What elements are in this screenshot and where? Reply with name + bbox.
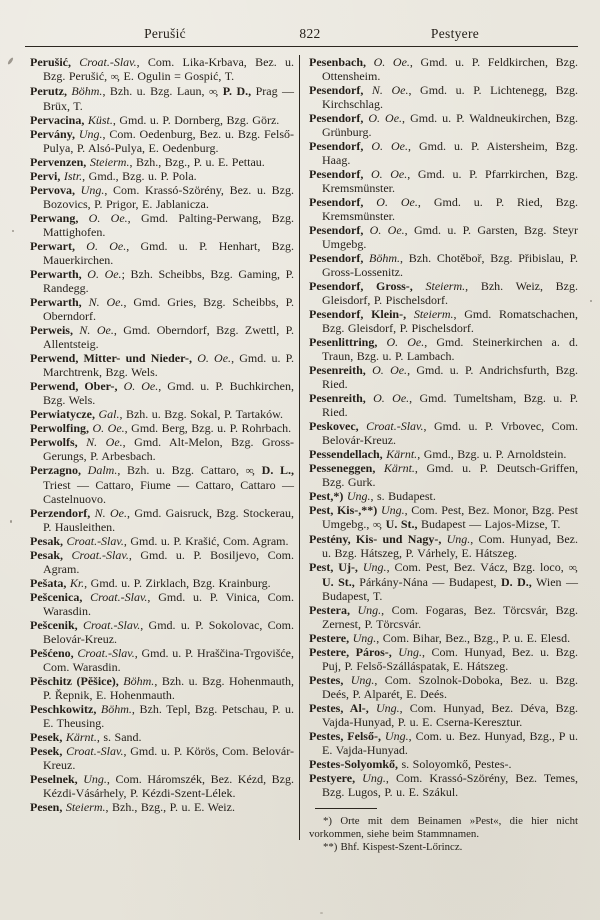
entry-region: Croat.-Slav. <box>62 744 124 758</box>
gazetteer-entry <box>309 729 578 757</box>
entry-details: , Bzh. u. Bzg. Sokal, P. Tartaków. <box>119 407 283 421</box>
gazetteer-entry <box>309 391 578 419</box>
entry-region: O. Oe. <box>89 421 125 435</box>
entry-name: Pestes, Al-, <box>309 701 369 715</box>
entry-details: , Gmd. Alt-Melon, Bzg. Gross-Gerungs, P. Arbesbach. <box>43 435 295 463</box>
entry-name: Perwolfs, <box>30 435 78 449</box>
gazetteer-entry <box>309 363 578 391</box>
entry-details: , <box>215 84 223 98</box>
gazetteer-entry <box>309 631 578 645</box>
gazetteer-entry <box>309 251 578 279</box>
entry-details: , Bzh., Bzg., P. u. E. Pettau. <box>129 155 265 169</box>
entry-details: , Bzh. Tepl, Bzg. Petschau, P. u. E. Theusing. <box>43 702 294 730</box>
entry-details: , Gmd. u. P. Lichtenegg, Bzg. Kirchschlag. <box>322 83 579 111</box>
entry-details: , Bzh., Bzg., P. u. E. Weiz. <box>105 800 235 814</box>
gazetteer-entry <box>309 223 578 251</box>
entry-name: Pesak, <box>30 548 63 562</box>
entry-details: , Com. Krassó-Szörény, Bez. Temes, Bzg. Lugos, P. u. E. Szákul. <box>322 771 579 799</box>
entry-details: , Gmd. u. P. Buchkirchen, Bzg. Wels. <box>43 379 294 407</box>
railway-station-icon: ∞ <box>245 465 252 477</box>
entry-details: , Gmd. Tumeltsham, Bzg. u. P. Ried. <box>322 391 578 419</box>
gazetteer-entry <box>30 548 294 576</box>
entry-region: Steierm. <box>62 800 106 814</box>
gazetteer-entry <box>30 463 294 506</box>
entry-details: , <box>252 463 262 477</box>
gazetteer-entry <box>30 267 294 295</box>
gazetteer-entry <box>30 113 294 127</box>
entry-name: Peschkowitz, <box>30 702 97 716</box>
entry-details: , Gmd. u. P. Feldkirchen, Bzg. Ottensheim. <box>322 55 578 83</box>
gazetteer-entry <box>30 576 294 590</box>
entry-details: , s. Budapest. <box>370 489 436 503</box>
entry-details: , Com. u. Bez. Hunyad, Bzg., P u. E. Vajda-Hunyad. <box>322 729 578 757</box>
entry-region: O. Oe. <box>363 139 408 153</box>
entry-details: , Gmd. u. P. Dornberg, Bzg. Görz. <box>112 113 280 127</box>
running-header <box>0 26 600 44</box>
entry-region: O. Oe. <box>365 391 410 405</box>
entry-region: Ung. <box>349 603 382 617</box>
gazetteer-entry <box>309 489 578 503</box>
entry-details: , <box>575 560 578 574</box>
entry-name: Pervány, <box>30 127 75 141</box>
entry-details: , Gmd. Steinerkirchen a. d. Traun, Bzg. u. P. Lambach. <box>322 335 578 363</box>
gazetteer-entry <box>30 800 294 814</box>
railway-station-icon: ∞ <box>110 71 117 83</box>
entry-details: , Com. Hunyad, Bez. u. Bzg. Hátszeg, P. Várhely, E. Hátszeg. <box>322 532 578 560</box>
railway-station-icon: ∞ <box>568 562 575 574</box>
entry-details: , Gmd. u. P. Vrbovec, Com. Belovár-Kreuz. <box>322 419 579 447</box>
entry-name: Pestera, <box>309 603 350 617</box>
entry-details: , Gmd. u. P. Vinica, Com. Warasdin. <box>43 590 295 618</box>
gazetteer-entry <box>30 239 294 267</box>
gazetteer-entry <box>30 702 294 730</box>
left-column <box>30 55 299 854</box>
gazetteer-entry <box>30 772 294 800</box>
gazetteer-entry <box>30 169 294 183</box>
entry-region: O. Oe. <box>377 335 425 349</box>
entry-name: Pestes, Felső-, <box>309 729 381 743</box>
entry-name: Peskovec, <box>309 419 359 433</box>
entry-region: Böhm. <box>66 84 103 98</box>
entry-name: Perweis, <box>30 323 73 337</box>
gazetteer-entry <box>309 419 578 447</box>
entry-region: Ung. <box>391 645 422 659</box>
entry-details: , Com. Oedenburg, Bez. u. Bzg. Felső-Pulya, P. Alsó-Pulya, E. Oedenburg. <box>43 127 294 155</box>
entry-details: , s. Sand. <box>96 730 142 744</box>
entry-details: , Gmd. Oberndorf, Bzg. Zwettl, P. Allentsteig. <box>43 323 295 351</box>
entry-region: Kärnt. <box>375 461 415 475</box>
entry-name: Pesenreith, <box>309 363 366 377</box>
entry-region: O. Oe. <box>192 351 232 365</box>
entry-region: Steierm. <box>412 279 466 293</box>
entry-region: O. Oe. <box>363 223 405 237</box>
entry-region: O. Oe. <box>363 195 418 209</box>
entry-details: , E. Ogulin = Gospić, T. <box>117 69 235 83</box>
entry-region: O. Oe. <box>363 111 403 125</box>
entry-details: , Bzh. u. Bzg. Laun, <box>102 84 209 98</box>
entry-name: D. L., <box>261 463 295 477</box>
entry-details: , Gmd. u. P. Deutsch-Griffen, Bzg. Gurk. <box>322 461 578 489</box>
gazetteer-entry <box>30 379 294 407</box>
entry-details: , Gmd. u. P. Aistersheim, Bzg. Haag. <box>322 139 578 167</box>
entry-details: ; Bzh. Scheibbs, Bzg. Gaming, P. Randegg. <box>43 267 294 295</box>
entry-name: Pest, Uj-, <box>309 560 358 574</box>
entry-region: Ung. <box>349 631 377 645</box>
entry-details: , Gmd. u. P. Henhart, Bzg. Mauerkirchen. <box>43 239 294 267</box>
entry-name: Pervova, <box>30 183 75 197</box>
entry-region: O. Oe. <box>81 267 122 281</box>
entry-region: O. Oe. <box>74 239 127 253</box>
railway-station-icon: ∞ <box>208 86 216 98</box>
entry-details: , Gmd. u. P. Sokolovac, Com. Belovár-Kreuz. <box>43 618 295 646</box>
entry-details: , Gmd. Palting-Perwang, Bzg. Mattighofen. <box>43 211 294 239</box>
gazetteer-entry <box>309 279 578 307</box>
entry-name: Perwart, <box>30 239 75 253</box>
gazetteer-entry <box>30 646 294 674</box>
entry-region: Ung. <box>75 127 103 141</box>
entry-name: Pesek, <box>30 744 63 758</box>
entry-region: Ung. <box>343 489 371 503</box>
entry-details: , Gmd. u. P. Garsten, Bzg. Steyr Umgebg. <box>322 223 578 251</box>
entry-name: Pestyere, <box>309 771 356 785</box>
gazetteer-entry <box>309 167 578 195</box>
entry-name: Pesendorf, <box>309 167 364 181</box>
gazetteer-entry <box>30 744 294 772</box>
scan-speck <box>320 912 323 914</box>
entry-name: Pervi, <box>30 169 61 183</box>
entry-region: Steierm. <box>86 155 130 169</box>
entry-region: Küst. <box>84 113 113 127</box>
entry-name: Pest, Kis-,**) <box>309 503 378 517</box>
entry-details: , Gmd. u. P. Waldneukirchen, Bzg. Grünburg. <box>322 111 578 139</box>
page-number: 822 <box>299 26 321 41</box>
entry-details: , Com. Háromszék, Bez. Kézd, Bzg. Kézdi-Vásárhely, P. Kézdi-Szent-Lélek. <box>43 772 294 800</box>
entry-details: , Gmd., Bzg. u. P. Arnoldstein. <box>417 447 567 461</box>
entry-details: , Com. Fogaras, Bez. Törcsvár, Bzg. Zernest, P. Törcsvár. <box>322 603 579 631</box>
entry-region: N. Oe. <box>81 295 124 309</box>
entry-details: , Com. Pest, Bez. Vácz, Bzg. loco, <box>386 560 569 574</box>
gazetteer-entry <box>309 560 578 603</box>
entry-details: Wien — Budapest, T. <box>322 575 578 603</box>
entry-details: Budapest — Lajos-Mizse, T. <box>417 517 561 531</box>
entry-details: Párkány-Nána — Budapest, <box>354 575 501 589</box>
entry-details: , Gmd. Gaisruck, Bzg. Stockerau, P. Hausleithen. <box>43 506 294 534</box>
entry-name: Pĕschitz (Pĕšice), <box>30 674 119 688</box>
entry-name: Peselnek, <box>30 772 78 786</box>
entry-name: Pesak, <box>30 534 63 548</box>
entry-region: Steierm. <box>406 307 454 321</box>
entry-region: Ung. <box>441 532 471 546</box>
header-left-keyword: Perušić <box>144 26 186 41</box>
entry-region: O. Oe. <box>78 211 128 225</box>
entry-region: Dalm. <box>80 463 118 477</box>
railway-station-icon: ∞ <box>372 519 380 531</box>
entry-name: Pesek, <box>30 730 63 744</box>
gazetteer-entry <box>30 183 294 211</box>
text-columns <box>30 55 582 854</box>
gazetteer-entry <box>30 155 294 169</box>
entry-name: Pestere, <box>309 631 350 645</box>
entry-details: , Com. Pest, Bez. Monor, Bzg. Pest Umgebg., <box>322 503 578 531</box>
entry-region: Ung. <box>357 560 387 574</box>
entry-region: Böhm. <box>118 674 155 688</box>
header-rule <box>25 46 578 47</box>
entry-region: Kärnt. <box>62 730 97 744</box>
entry-details: , Com. Krassó-Szörény, Bez. u. Bzg. Bozovics, P. Prigor, E. Jablanicza. <box>43 183 294 211</box>
entry-name: Pesen, <box>30 800 63 814</box>
entry-details: , Com. Hunyad, Bez. u. Bzg. Puj, P. Felső-Szálláspatak, E. Hátszeg. <box>322 645 578 673</box>
footnote: **) Bhf. Kispest-Szent-Lőrincz. <box>323 840 463 853</box>
gazetteer-entry <box>30 506 294 534</box>
entry-name: Perwend, Mitter- und Nieder-, <box>30 351 192 365</box>
entry-name: Pervenzen, <box>30 155 87 169</box>
entry-region: O. Oe. <box>117 379 159 393</box>
entry-name: U. St., <box>385 517 418 531</box>
entry-region: Istr. <box>60 169 83 183</box>
entry-name: Pestes, <box>309 673 344 687</box>
entry-region: O. Oe. <box>366 55 410 69</box>
gazetteer-entry <box>309 645 578 673</box>
entry-details: , Gmd. u. P. Bosiljevo, Com. Agram. <box>43 548 294 576</box>
scan-speck <box>590 300 592 302</box>
scan-speck <box>10 520 12 523</box>
entry-name: Pesendorf, Gross-, <box>309 279 413 293</box>
entry-name: Perwarth, <box>30 267 82 281</box>
entry-region: Ung. <box>74 183 105 197</box>
header-right-keyword: Pestyere <box>430 26 480 41</box>
entry-details: , Bzh. u. Bzg. Hohenmauth, P. Řepnik, E. Hohenmauth. <box>43 674 294 702</box>
gazetteer-entry <box>30 323 294 351</box>
right-column <box>300 55 578 854</box>
gazetteer-entry <box>309 532 578 560</box>
entry-region: Ung. <box>343 673 375 687</box>
entry-name: Perwend, Ober-, <box>30 379 118 393</box>
entry-region: N. Oe. <box>90 506 127 520</box>
footnote-rule <box>315 808 377 809</box>
entry-region: N. Oe. <box>363 83 409 97</box>
entry-details: , Gmd. Gries, Bzg. Scheibbs, P. Oberndorf. <box>43 295 294 323</box>
entry-name: Pešćeno, <box>30 646 74 660</box>
entry-name: Pesendorf, <box>309 195 364 209</box>
entry-details: s. Soloyomkő, Pestes-. <box>398 757 512 771</box>
entry-region: Böhm. <box>363 251 401 265</box>
entry-details: , Gmd. u. P. Andrichsfurth, Bzg. Ried. <box>322 363 578 391</box>
gazetteer-entry <box>30 407 294 421</box>
entry-name: Perwang, <box>30 211 79 225</box>
entry-details: , <box>379 517 386 531</box>
gazetteer-entry <box>309 461 578 489</box>
entry-name: Pessendellach, <box>309 447 383 461</box>
entry-details: , Bzh. Weiz, Bzg. Gleisdorf, P. Pischelsdorf. <box>322 279 578 307</box>
entry-name: Pesendorf, <box>309 251 364 265</box>
entry-name: Perwiatycze, <box>30 407 95 421</box>
entry-details: , Gmd. u. P. Zirklach, Bzg. Krainburg. <box>84 576 271 590</box>
entry-name: Pešcenik, <box>30 618 78 632</box>
entry-name: Perwolfing, <box>30 421 89 435</box>
gazetteer-entry <box>309 503 578 532</box>
entry-name: Pešata, <box>30 576 67 590</box>
gazetteer-entry <box>309 757 578 771</box>
entry-details: , Gmd., Bzg. u. P. Pola. <box>82 169 197 183</box>
gazetteer-entry <box>309 673 578 701</box>
entry-name: Pervacina, <box>30 113 85 127</box>
gazetteer-entry <box>309 139 578 167</box>
entry-name: Pesenreith, <box>309 391 366 405</box>
footnote: *) Orte mit dem Beinamen »Pest«, die hier nicht vorkommen, siehe beim Stammnamen. <box>309 815 578 840</box>
gazetteer-entry <box>309 83 578 111</box>
entry-name: Pesendorf, <box>309 111 364 125</box>
entry-region: Gal. <box>94 407 120 421</box>
entry-details: Prag — Brüx, T. <box>43 84 295 113</box>
entry-name: Pesendorf, <box>309 83 364 97</box>
gazetteer-entry <box>309 447 578 461</box>
gazetteer-entry <box>309 771 578 799</box>
entry-details: , Gmd. u. P. Marchtrenk, Bzg. Wels. <box>43 351 294 379</box>
entry-region: Ung. <box>77 772 107 786</box>
gazetteer-entry <box>30 730 294 744</box>
entry-details: , Gmd. Romatschachen, Bzg. Gleisdorf, P. Pischelsdorf. <box>322 307 578 335</box>
entry-name: Perwarth, <box>30 295 82 309</box>
entry-name: Perutz, <box>30 84 67 98</box>
entry-region: Böhm. <box>96 702 132 716</box>
entry-details: , Bzh. Chotěboř, Bzg. Přibislau, P. Gross-Lossenitz. <box>322 251 578 279</box>
entry-name: Pestere, Páros-, <box>309 645 392 659</box>
entry-name: Pešcenica, <box>30 590 83 604</box>
entry-name: Perušić, <box>30 55 71 69</box>
entry-region: Croat.-Slav. <box>73 646 135 660</box>
entry-region: Ung. <box>355 771 386 785</box>
entry-details: , Com. Lika-Krbava, Bez. u. Bzg. Perušić, <box>43 55 295 83</box>
entry-name: Pesendorf, <box>309 139 364 153</box>
gazetteer-entry <box>30 421 294 435</box>
gazetteer-entry <box>30 435 294 463</box>
entry-region: Ung. <box>380 729 409 743</box>
gazetteer-entry <box>30 351 294 379</box>
gazetteer-entry <box>30 674 294 702</box>
entry-details: , Gmd. Berg, Bzg. u. P. Rohrbach. <box>124 421 292 435</box>
gazetteer-entry <box>30 534 294 548</box>
gazetteer-entry <box>30 618 294 646</box>
entry-details: , Com. Szolnok-Doboka, Bez. u. Bzg. Deés, P. Alparét, E. Deés. <box>322 673 578 701</box>
entry-region: Kärnt. <box>382 447 418 461</box>
scan-speck <box>7 57 14 65</box>
entry-name: Pesendorf, <box>309 223 364 237</box>
scan-speck <box>12 230 14 232</box>
entry-region: Croat.-Slav. <box>63 534 124 548</box>
entry-region: Kr. <box>66 576 85 590</box>
gazetteer-entry <box>30 590 294 618</box>
entry-region: Ung. <box>377 503 405 517</box>
right-column-entries <box>309 55 578 799</box>
entry-region: Croat.-Slav. <box>63 548 129 562</box>
entry-region: Croat.-Slav. <box>71 55 137 69</box>
entry-details: Triest — Cattaro, Fiume — Cattaro, Cattaro — Castelnuovo. <box>43 478 294 506</box>
entry-name: Perzendorf, <box>30 506 91 520</box>
entry-name: Pesseneggen, <box>309 461 376 475</box>
entry-name: Pestény, Kis- und Nagy-, <box>309 532 442 546</box>
entry-region: Ung. <box>368 701 400 715</box>
gazetteer-entry <box>309 307 578 335</box>
entry-details: , Gmd. u. P. Pfarrkirchen, Bzg. Kremsmünster. <box>322 167 578 195</box>
entry-name: Pestes-Solyomkő, <box>309 757 398 771</box>
gazetteer-entry <box>30 295 294 323</box>
entry-details: , Com. Bihar, Bez., Bzg., P. u. E. Elesd. <box>376 631 571 645</box>
gazetteer-entry <box>30 84 294 113</box>
gazetteer-entry <box>30 211 294 239</box>
entry-details: , Bzh. u. Bzg. Cattaro, <box>117 463 246 477</box>
entry-name: Pesendorf, Klein-, <box>309 307 407 321</box>
entry-region: N. Oe. <box>72 323 114 337</box>
gazetteer-entry <box>309 111 578 139</box>
gazetteer-entry <box>309 55 578 83</box>
entry-region: Croat.-Slav. <box>358 419 424 433</box>
entry-region: O. Oe. <box>363 167 408 181</box>
gazetteer-entry <box>309 195 578 223</box>
entry-details: , Gmd. u. P. Körös, Com. Belovár-Kreuz. <box>43 744 294 772</box>
entry-name: Pesenlittring, <box>309 335 378 349</box>
entry-name: P. D., <box>222 84 252 98</box>
entry-region: Croat.-Slav. <box>77 618 141 632</box>
entry-region: Croat.-Slav. <box>82 590 148 604</box>
gazetteer-entry <box>309 701 578 729</box>
entry-name: Pest,*) <box>309 489 344 503</box>
entry-details: , Com. Hunyad, Bez. Déva, Bzg. Vajda-Hunyad, P. u. E. Cserna-Keresztur. <box>322 701 579 729</box>
gazetteer-entry <box>309 335 578 363</box>
gazetteer-entry <box>30 55 294 84</box>
entry-name: Pesenbach, <box>309 55 366 69</box>
entry-region: N. Oe. <box>77 435 123 449</box>
gazetteer-entry <box>30 127 294 155</box>
entry-name: D. D., <box>500 575 532 589</box>
gazetteer-entry <box>309 603 578 631</box>
entry-details: , Gmd. u. P. Krašić, Com. Agram. <box>123 534 289 548</box>
entry-name: Perzagno, <box>30 463 81 477</box>
entry-name: U. St., <box>322 575 355 589</box>
entry-details: , Gmd. u. P. Ried, Bzg. Kremsmünster. <box>322 195 578 223</box>
entry-region: O. Oe. <box>365 363 408 377</box>
entry-details: , Gmd. u. P. Hraščina-Trgovišće, Com. Warasdin. <box>43 646 295 674</box>
